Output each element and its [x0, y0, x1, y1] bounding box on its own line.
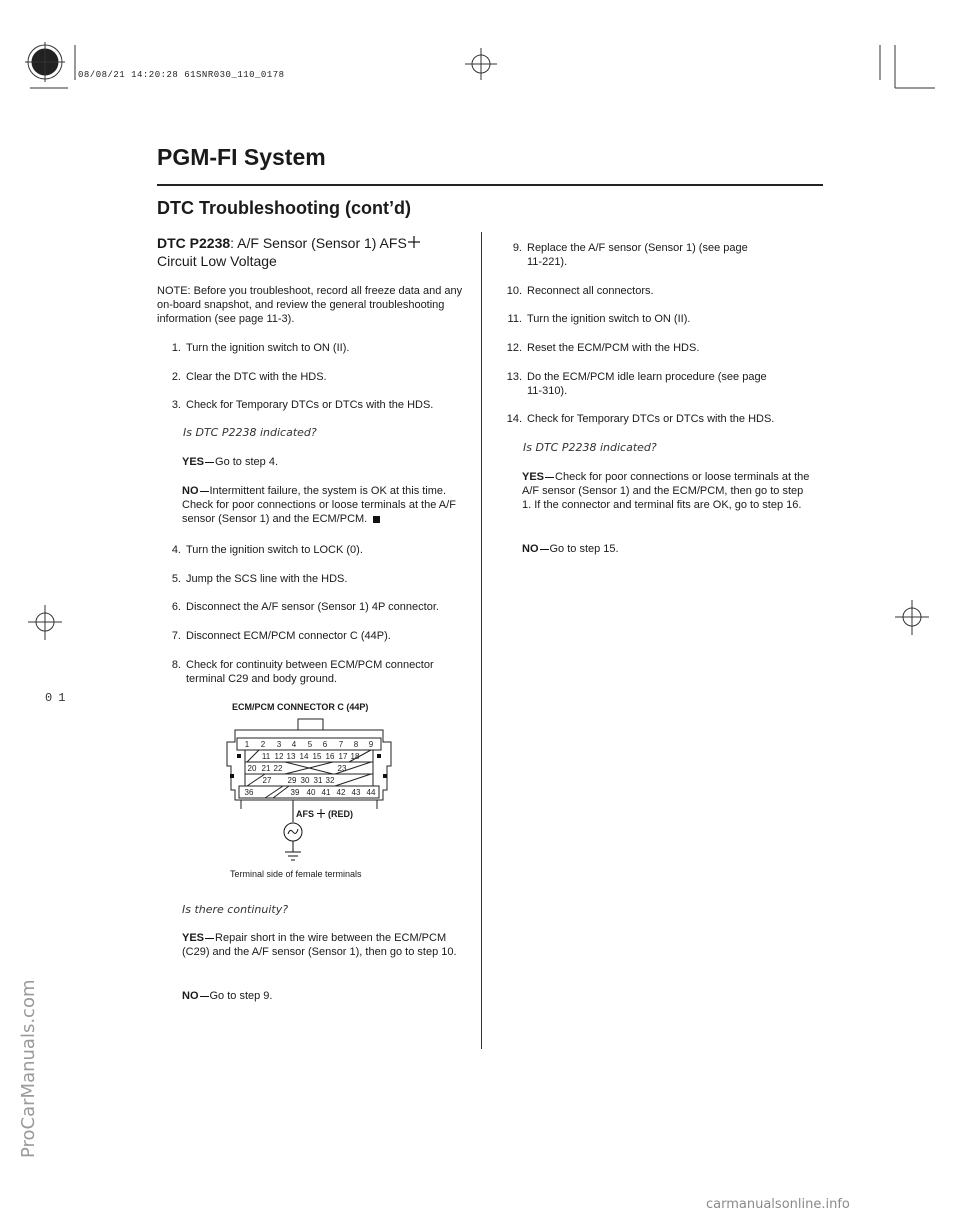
step-9: 9. Replace the A/F sensor (Sensor 1) (see page 11-221). — [512, 242, 748, 268]
connector-pin-6: 6 — [322, 740, 328, 749]
step-13: 13. Do the ECM/PCM idle learn procedure (see page 11-310). — [506, 371, 767, 397]
section-title: PGM-FI System — [157, 144, 326, 170]
connector-pin-32: 32 — [325, 776, 335, 785]
connector-tab — [298, 719, 323, 730]
connector-pin-13: 13 — [286, 752, 296, 761]
connector-pin-21: 21 — [261, 764, 271, 773]
no-3: NO Go to step 15. — [522, 543, 619, 555]
connector-pin-30: 30 — [300, 776, 310, 785]
dtc-code: DTC P2238 — [157, 235, 231, 251]
connector-pin-14: 14 — [299, 752, 309, 761]
column-divider — [481, 232, 482, 1049]
connector-pin-17: 17 — [338, 752, 348, 761]
connector-pin-2: 2 — [260, 740, 266, 749]
title-rule — [157, 184, 823, 186]
step-8: 8. Check for continuity between ECM/PCM connector terminal C29 and body ground. — [171, 659, 434, 685]
connector-pin-23: 23 — [337, 764, 347, 773]
connector-pin-43: 43 — [351, 788, 361, 797]
watermark-bottom: carmanualsonline.info — [706, 1197, 850, 1212]
connector-pin-40: 40 — [306, 788, 316, 797]
connector-pin-8: 8 — [353, 740, 359, 749]
step-2: 2. Clear the DTC with the HDS. — [171, 371, 327, 383]
step-1: 1. Turn the ignition switch to ON (II). — [171, 342, 350, 354]
connector-pin-39: 39 — [290, 788, 300, 797]
dtc-description-line2: Circuit Low Voltage — [157, 253, 277, 269]
step-11: 11. Turn the ignition switch to ON (II). — [507, 313, 691, 325]
connector-title: ECM/PCM CONNECTOR C (44P) — [232, 702, 369, 712]
side-mark: 01 — [45, 691, 72, 705]
dtc-heading — [157, 234, 467, 270]
step-3: 3. Check for Temporary DTCs or DTCs with the HDS. — [171, 399, 434, 411]
connector-pin-7: 7 — [338, 740, 344, 749]
connector-pin-29: 29 — [287, 776, 297, 785]
negative-sign-icon — [316, 809, 326, 818]
page-subtitle: DTC Troubleshooting (cont’d) — [157, 198, 411, 218]
question-3: Is DTC P2238 indicated? — [523, 441, 657, 454]
ecm-connector-diagram — [225, 716, 395, 866]
step-4: 4. Turn the ignition switch to LOCK (0). — [171, 544, 363, 556]
dtc-description: : A/F Sensor (Sensor 1) AFS — [230, 235, 407, 251]
connector-pin-36: 36 — [244, 788, 254, 797]
connector-caption: Terminal side of female terminals — [230, 869, 362, 879]
afs-terminal-label: AFS (RED) — [296, 809, 353, 819]
step-14: 14. Check for Temporary DTCs or DTCs with the HDS. — [506, 413, 775, 425]
end-marker-icon — [373, 516, 380, 523]
connector-pin-22: 22 — [273, 764, 283, 773]
question-1: Is DTC P2238 indicated? — [183, 426, 317, 439]
connector-pin-27: 27 — [262, 776, 272, 785]
no-2: NO Go to step 9. — [182, 990, 273, 1002]
ground-icon — [285, 852, 301, 860]
connector-pin-12: 12 — [274, 752, 284, 761]
yes-2: YES Repair short in the wire between the ECM/PCM (C29) and the A/F sensor (Sensor 1), then go to step 10. — [182, 932, 457, 958]
yes-3: YES Check for poor connections or loose terminals at the A/F sensor (Sensor 1) and the ECM/PCM, then go to step 1. If the connector and terminal fits are OK, go to step 16. — [522, 471, 810, 511]
connector-pin-20: 20 — [247, 764, 257, 773]
step-10: 10. Reconnect all connectors. — [506, 285, 654, 297]
step-5: 5. Jump the SCS line with the HDS. — [171, 573, 348, 585]
connector-pin-42: 42 — [336, 788, 346, 797]
connector-pin-9: 9 — [368, 740, 374, 749]
no-1: NO Intermittent failure, the system is OK at this time. Check for poor connections or loose terminals at the A/F sensor (Sensor 1) and the ECM/PCM. — [182, 485, 456, 525]
negative-sign-icon — [407, 236, 421, 248]
connector-pin-5: 5 — [307, 740, 313, 749]
connector-pin-3: 3 — [276, 740, 282, 749]
connector-pin-16: 16 — [325, 752, 335, 761]
connector-pin-4: 4 — [291, 740, 297, 749]
connector-pin-1: 1 — [244, 740, 250, 749]
connector-pin-11: 11 — [261, 752, 271, 761]
step-6: 6. Disconnect the A/F sensor (Sensor 1) 4P connector. — [171, 601, 439, 613]
connector-pin-15: 15 — [312, 752, 322, 761]
connector-pin-31: 31 — [313, 776, 323, 785]
step-7: 7. Disconnect ECM/PCM connector C (44P). — [171, 630, 391, 642]
note-text: NOTE: Before you troubleshoot, record all freeze data and any on-board snapshot, and review the general troubleshooting information (see page 11-3). — [157, 285, 463, 325]
step-12: 12. Reset the ECM/PCM with the HDS. — [506, 342, 700, 354]
connector-pin-44: 44 — [366, 788, 376, 797]
watermark-left: ProCarManuals.com — [18, 979, 39, 1158]
question-2: Is there continuity? — [182, 903, 289, 916]
connector-pin-18: 18 — [350, 752, 360, 761]
print-stamp: 08/08/21 14:20:28 61SNR030_110_0178 — [78, 70, 285, 80]
connector-pin-41: 41 — [321, 788, 331, 797]
yes-1: YES Go to step 4. — [182, 456, 278, 468]
